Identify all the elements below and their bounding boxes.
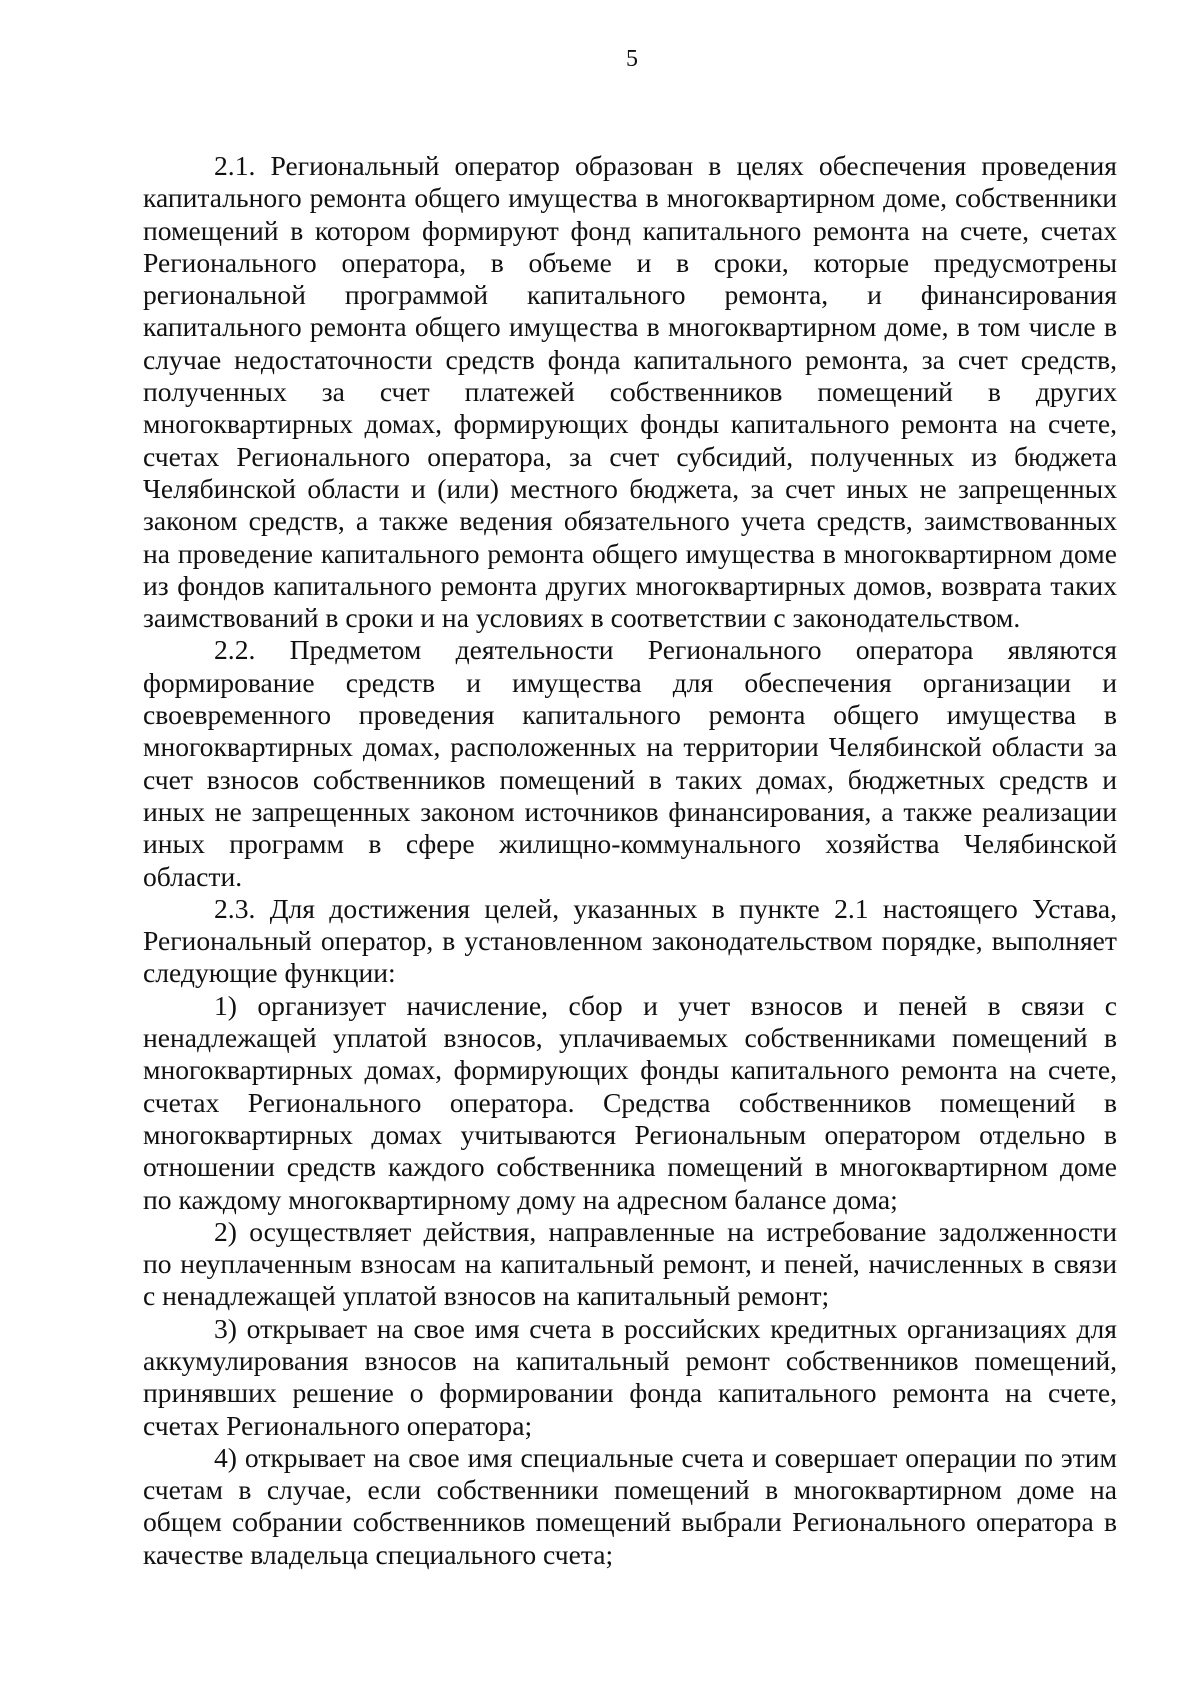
document-body [143, 150, 1117, 1571]
list-item-3: 3) открывает на свое имя счета в российских кредитных организациях для аккумулирования взносов на капитальный ремонт собственников помещений, принявших решение о формировании фонда капитального ремонта на счете, счетах Регионального оператора; [143, 1312, 1117, 1441]
list-item-4: 4) открывает на свое имя специальные счета и совершает операции по этим счетам в случае, если собственники помещений в многоквартирном доме на общем собрании собственников помещений выбрали Регионального оператора в качестве владельца специального счета; [143, 1441, 1117, 1570]
paragraph-2-3: 2.3. Для достижения целей, указанных в пункте 2.1 настоящего Устава, Региональный оператор, в установленном законодательством порядке, выполняет следующие функции: [143, 892, 1117, 989]
page-number: 5 [626, 46, 638, 72]
list-item-2: 2) осуществляет действия, направленные на истребование задолженности по неуплаченным взносам на капитальный ремонт, и пеней, начисленных в связи с ненадлежащей уплатой взносов на капитальный ремонт; [143, 1215, 1117, 1312]
list-item-1: 1) организует начисление, сбор и учет взносов и пеней в связи с ненадлежащей уплатой взносов, уплачиваемых собственниками помещений в многоквартирных домах, формирующих фонды капитального ремонта на счете, счетах Регионального оператора. Средства собственников помещений в многоквартирных домах учитываются Региональным оператором отдельно в отношении средств каждого собственника помещений в многоквартирном доме по каждому многоквартирному дому на адресном балансе дома; [143, 989, 1117, 1215]
paragraph-2-2: 2.2. Предметом деятельности Регионального оператора являются формирование средств и имущества для обеспечения организации и своевременного проведения капитального ремонта общего имущества в многоквартирных домах, расположенных на территории Челябинской области за счет взносов собственников помещений в таких домах, бюджетных средств и иных не запрещенных законом источников финансирования, а также реализации иных программ в сфере жилищно-коммунального хозяйства Челябинской области. [143, 634, 1117, 892]
paragraph-2-1: 2.1. Региональный оператор образован в целях обеспечения проведения капитального ремонта общего имущества в многоквартирном доме, собственники помещений в котором формируют фонд капитального ремонта на счете, счетах Регионального оператора, в объеме и в сроки, которые предусмотрены региональной программой капитального ремонта, и финансирования капитального ремонта общего имущества в многоквартирном доме, в том числе в случае недостаточности средств фонда капитального ремонта, за счет средств, полученных за счет платежей собственников помещений в других многоквартирных домах, формирующих фонды капитального ремонта на счете, счетах Регионального оператора, за счет субсидий, полученных из бюджета Челябинской области и (или) местного бюджета, за счет иных не запрещенных законом средств, а также ведения обязательного учета средств, заимствованных на проведение капитального ремонта общего имущества в многоквартирном доме из фондов капитального ремонта других многоквартирных домов, возврата таких заимствований в сроки и на условиях в соответствии с законодательством. [143, 150, 1117, 634]
